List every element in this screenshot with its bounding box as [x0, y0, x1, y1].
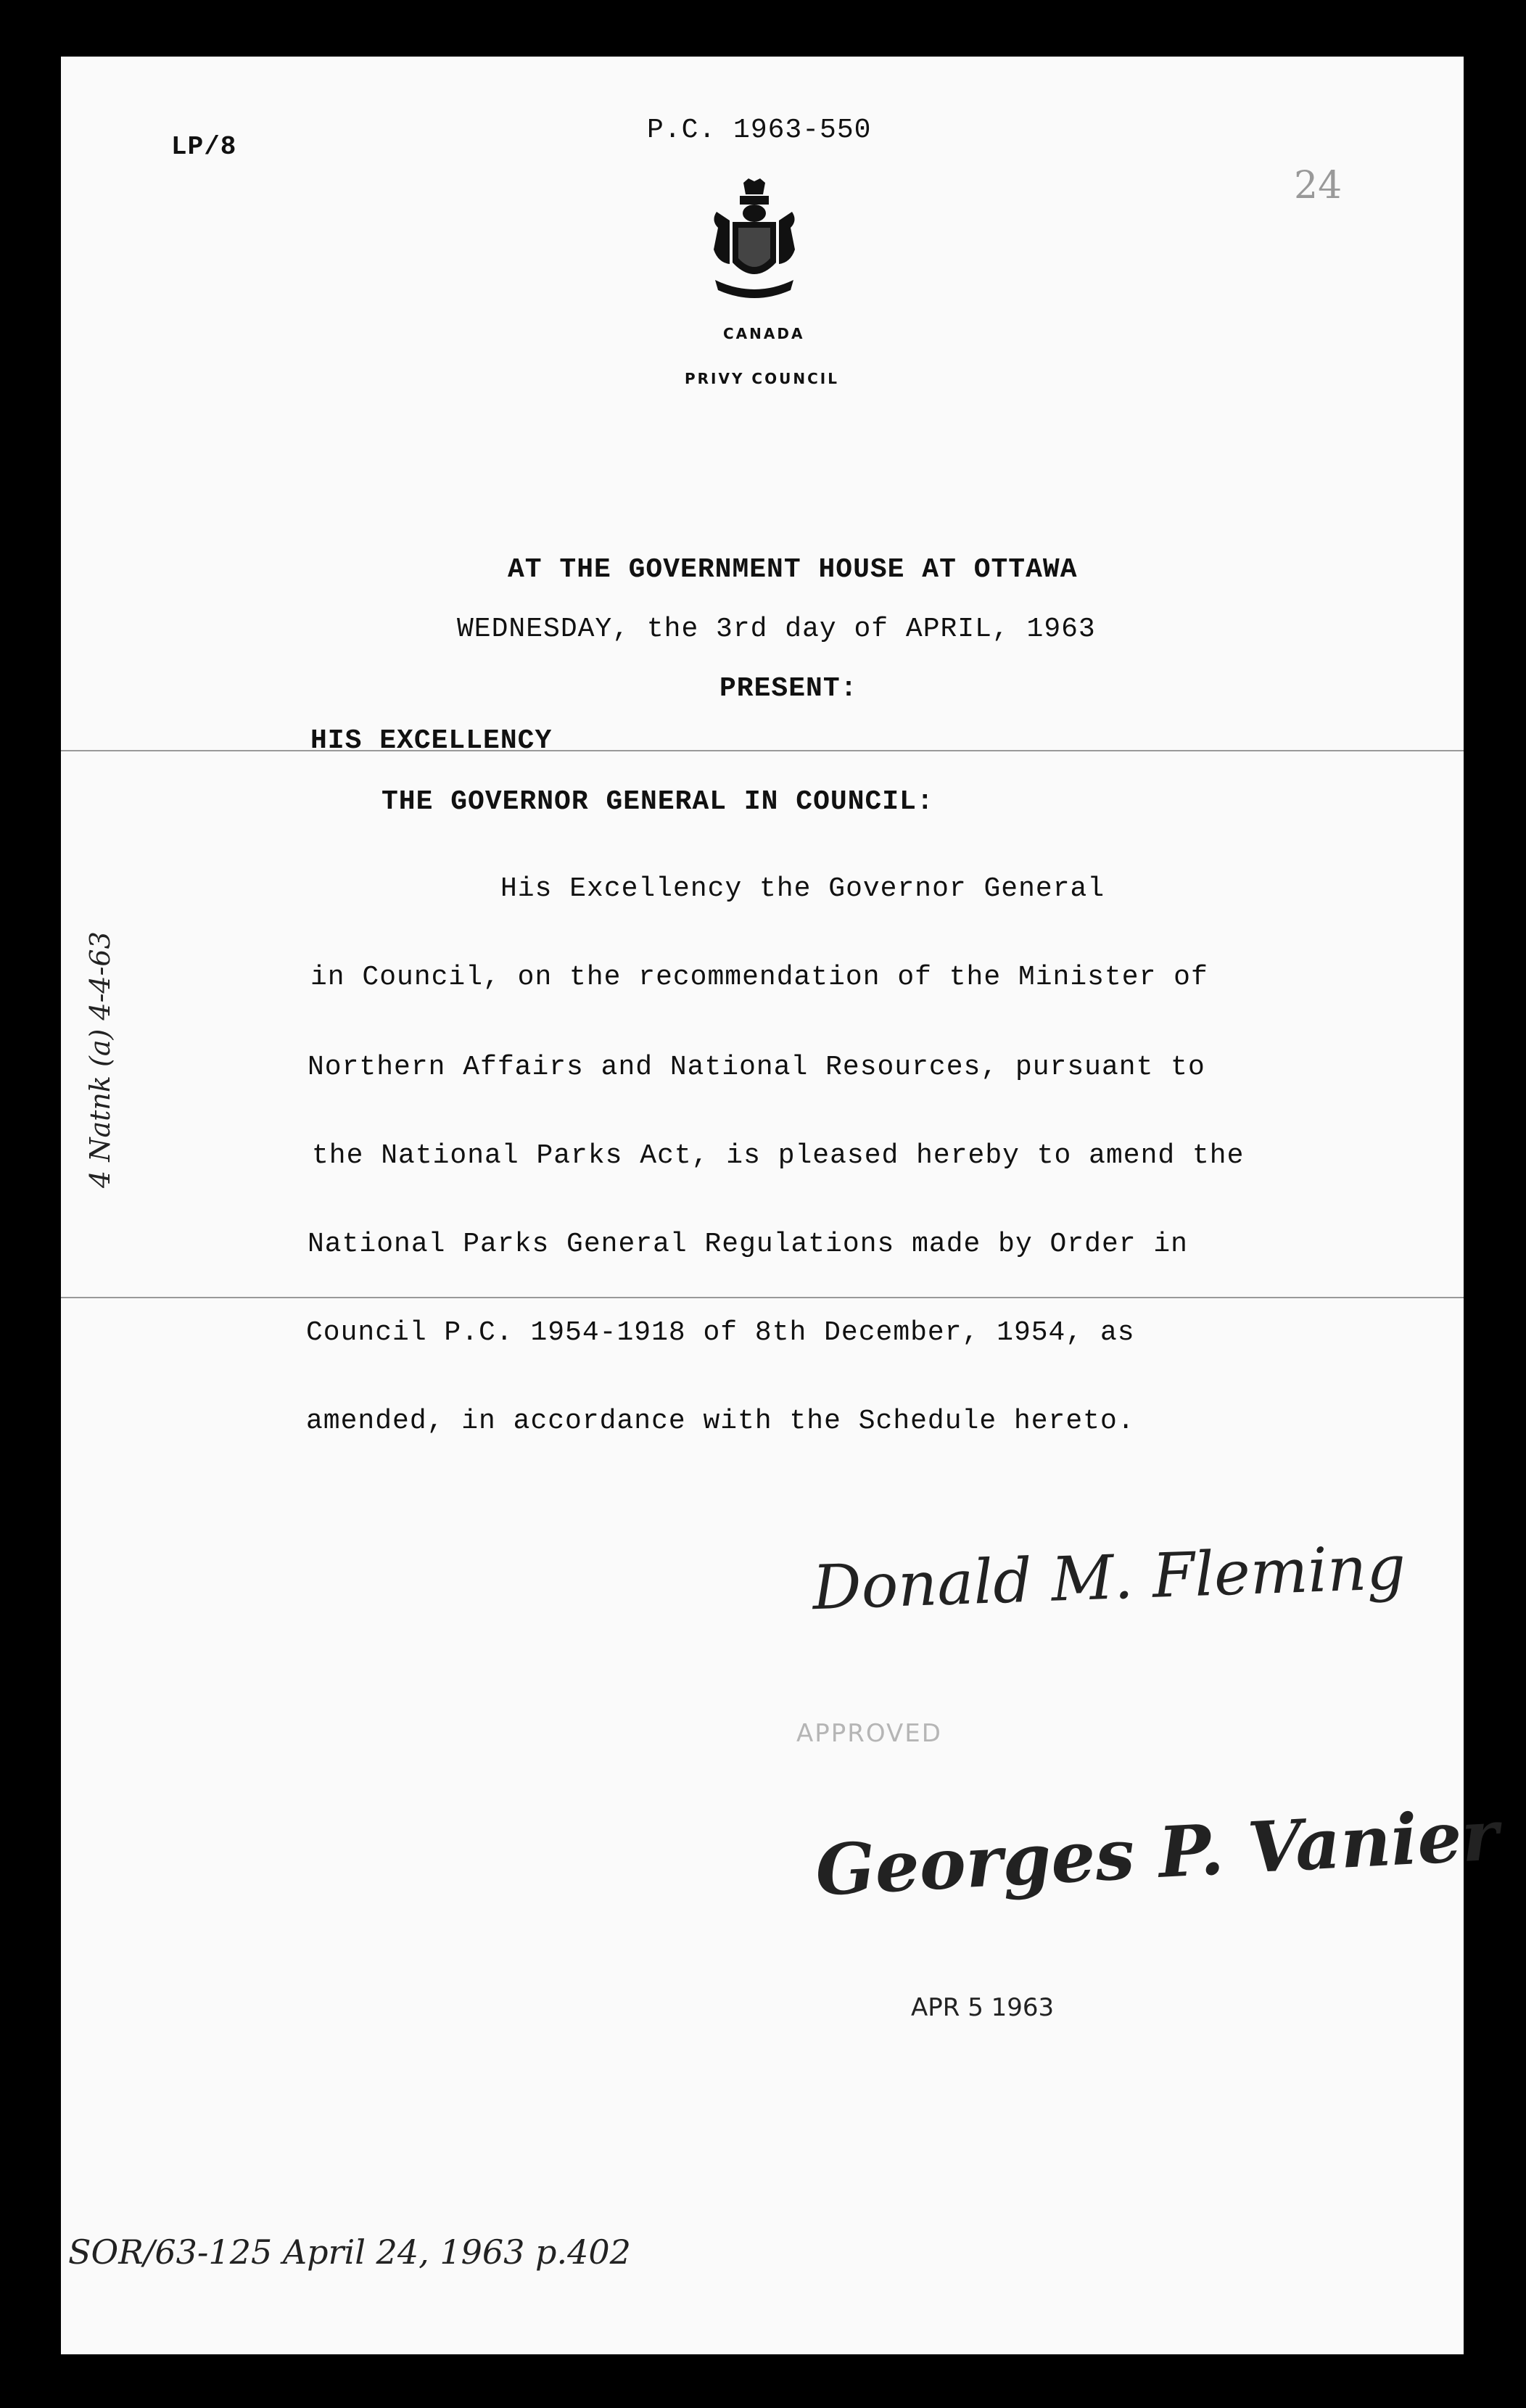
present-label: PRESENT:	[719, 673, 858, 704]
country-label: CANADA	[723, 325, 805, 342]
margin-note: 4 Natnk (a) 4-4-63	[84, 931, 116, 1188]
fold-line	[61, 750, 1464, 751]
fold-line	[61, 1297, 1464, 1298]
footer-note: SOR/63-125 April 24, 1963 p.402	[68, 2232, 631, 2272]
council-line: THE GOVERNOR GENERAL IN COUNCIL:	[382, 786, 934, 817]
body-line: National Parks General Regulations made by Order in	[308, 1229, 1188, 1260]
body-line: Northern Affairs and National Resources, pursuant to	[308, 1052, 1205, 1083]
minister-signature: Donald M. Fleming	[811, 1531, 1407, 1624]
body-line: in Council, on the recommendation of the Minister of	[310, 962, 1208, 993]
body-line: the National Parks Act, is pleased hereby to amend the	[312, 1140, 1245, 1171]
location-line: AT THE GOVERNMENT HOUSE AT OTTAWA	[508, 554, 1078, 585]
date-stamp: APR 5 1963	[911, 1993, 1055, 2022]
page-number: 24	[1294, 164, 1343, 207]
body-line: His Excellency the Governor General	[500, 873, 1105, 904]
body-line: amended, in accordance with the Schedule hereto.	[306, 1406, 1135, 1437]
body-line: Council P.C. 1954-1918 of 8th December, 1954, as	[306, 1317, 1135, 1348]
coat-of-arms-icon	[704, 177, 805, 308]
file-reference: LP/8	[171, 132, 237, 162]
date-line: WEDNESDAY, the 3rd day of APRIL, 1963	[457, 614, 1096, 645]
approved-stamp: APPROVED	[796, 1719, 942, 1748]
document-page	[61, 57, 1501, 2354]
order-number: P.C. 1963-550	[647, 115, 872, 146]
governor-signature: Georges P. Vanier	[813, 1794, 1501, 1912]
excellency-line: HIS EXCELLENCY	[310, 725, 553, 756]
privy-council-label: PRIVY COUNCIL	[685, 370, 839, 387]
